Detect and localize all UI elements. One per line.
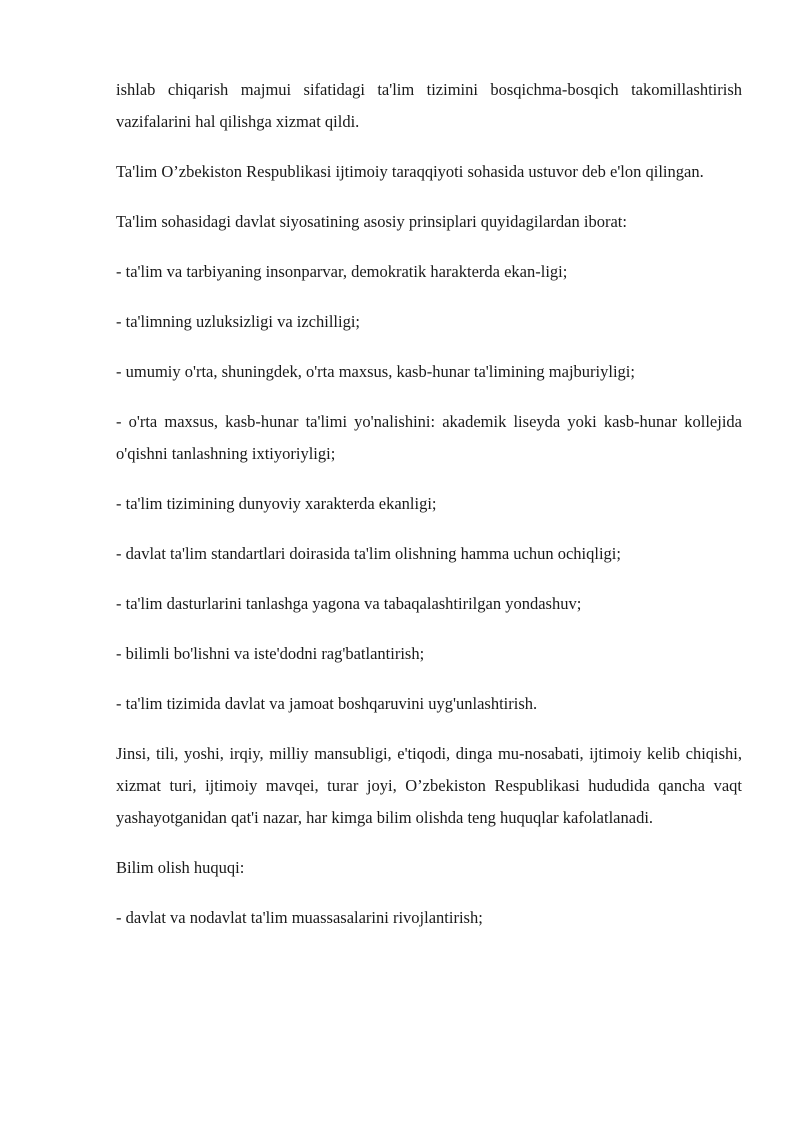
list-item: - umumiy o'rta, shuningdek, o'rta maxsus, kasb-hunar ta'limining majburiyligi; [116,362,635,381]
paragraph: Ta'lim sohasidagi davlat siyosatining asosiy prinsiplari quyidagilardan iborat: [116,212,627,231]
paragraph: Ta'lim O’zbekiston Respublikasi ijtimoiy taraqqiyoti sohasida ustuvor deb e'lon qilingan. [116,162,704,181]
list-item: - bilimli bo'lishni va iste'dodni rag'batlantirish; [116,644,425,663]
list-item: - ta'lim va tarbiyaning insonparvar, demokratik harakterda ekan-ligi; [116,262,568,281]
paragraph: Jinsi, tili, yoshi, irqiy, milliy mansubligi, e'tiqodi, dinga mu-nosabati, ijtimoiy kelib chiqishi, xizmat turi, ijtimoiy mavqei, turar joyi, O’zbekiston Respublikasi hududida qancha vaqt yashayotganidan qat'i nazar, har kimga bilim olishda teng huquqlar kafolatlanadi. [116,744,742,827]
list-item: - o'rta maxsus, kasb-hunar ta'limi yo'nalishini: akademik liseyda yoki kasb-hunar kollejida o'qishni tanlashning ixtiyoriyligi; [116,412,742,463]
paragraph: Bilim olish huquqi: [116,858,245,877]
paragraph: ishlab chiqarish majmui sifatidagi ta'lim tizimini bosqichma-bosqich takomillashtirish vazifalarini hal qilishga xizmat qildi. [116,80,742,131]
list-item: - ta'lim tizimida davlat va jamoat boshqaruvini uyg'unlashtirish. [116,694,538,713]
list-item: - ta'lim tizimining dunyoviy xarakterda ekanligi; [116,494,437,513]
list-item: - ta'lim dasturlarini tanlashga yagona va tabaqalashtirilgan yondashuv; [116,594,582,613]
list-item: - davlat va nodavlat ta'lim muassasalarini rivojlantirish; [116,908,483,927]
document-body [116,74,742,952]
list-item: - davlat ta'lim standartlari doirasida ta'lim olishning hamma uchun ochiqligi; [116,544,621,563]
list-item: - ta'limning uzluksizligi va izchilligi; [116,312,361,331]
